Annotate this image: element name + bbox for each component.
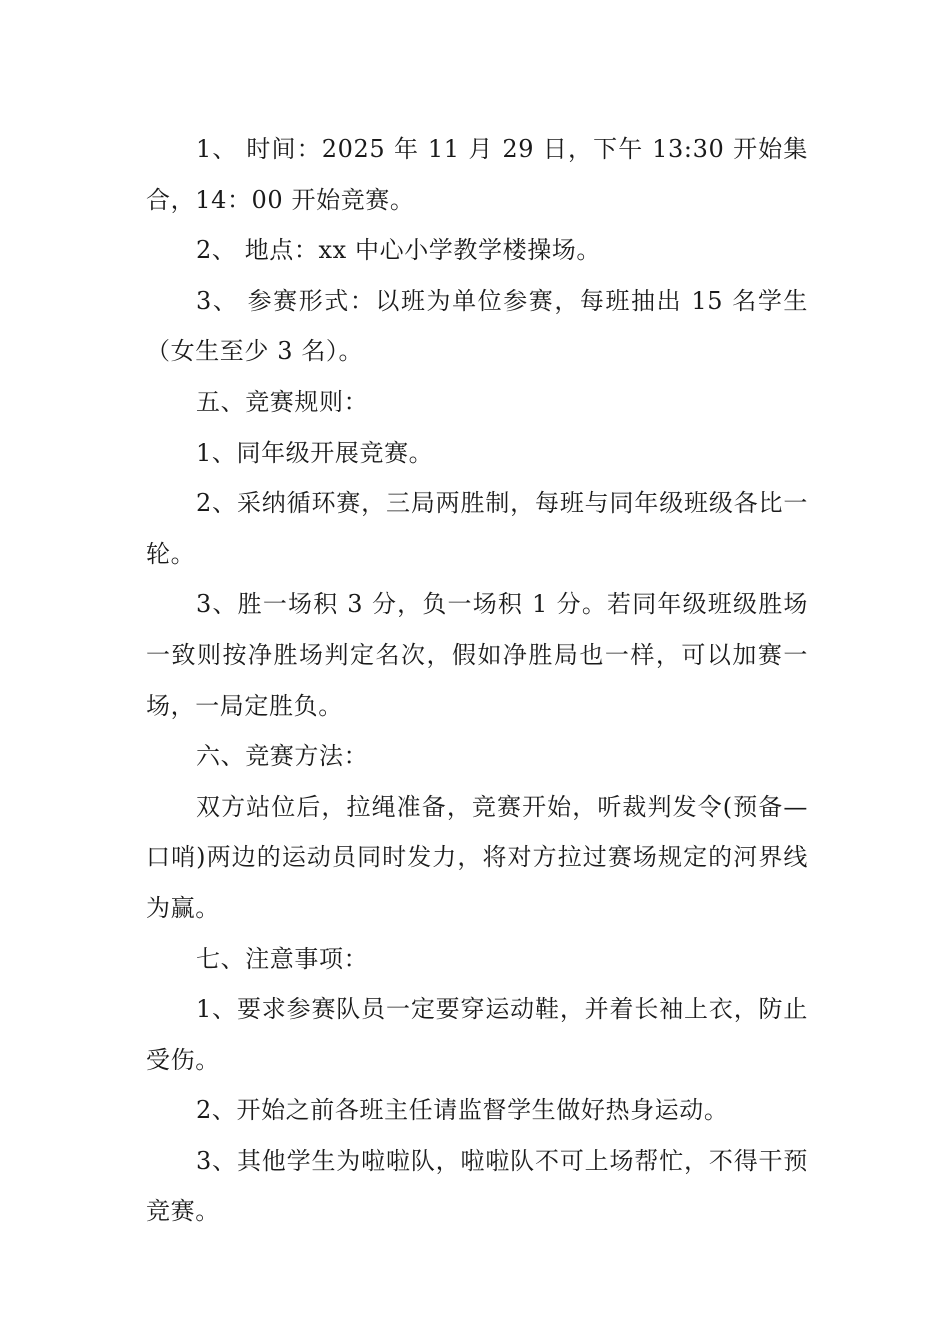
paragraph-note-2: 2、开始之前各班主任请监督学生做好热身运动。 xyxy=(196,1096,729,1125)
paragraph-rule-2: 2、采纳循环赛，三局两胜制，每班与同年级班级各比一轮。 xyxy=(146,489,808,568)
paragraph-rule-3: 3、胜一场积 3 分，负一场积 1 分。若同年级班级胜场一致则按净胜场判定名次，假如净胜局也一样，可以加赛一场，一局定胜负。 xyxy=(146,590,808,720)
paragraph-location: 2、 地点：xx 中心小学教学楼操场。 xyxy=(196,236,601,265)
section-heading-notes: 七、注意事项： xyxy=(196,944,369,973)
paragraph-note-3: 3、其他学生为啦啦队，啦啦队不可上场帮忙，不得干预竞赛。 xyxy=(146,1146,808,1226)
section-heading-method: 六、竞赛方法： xyxy=(196,742,369,771)
section-heading-rules: 五、竞赛规则： xyxy=(196,387,369,416)
paragraph-note-1: 1、要求参赛队员一定要穿运动鞋，并着长袖上衣，防止受伤。 xyxy=(146,995,808,1074)
paragraph-time: 1、 时间：2025 年 11 月 29 日，下午 13:30 开始集合，14：00 开始竞赛。 xyxy=(146,135,808,214)
paragraph-rule-1: 1、同年级开展竞赛。 xyxy=(196,438,434,467)
paragraph-method: 双方站位后，拉绳准备，竞赛开始，听裁判发令(预备—口哨)两边的运动员同时发力，将对方拉过赛场规定的河界线为赢。 xyxy=(146,792,808,922)
paragraph-format: 3、 参赛形式：以班为单位参赛，每班抽出 15 名学生（女生至少 3 名）。 xyxy=(146,286,808,366)
document-page xyxy=(146,124,808,1237)
